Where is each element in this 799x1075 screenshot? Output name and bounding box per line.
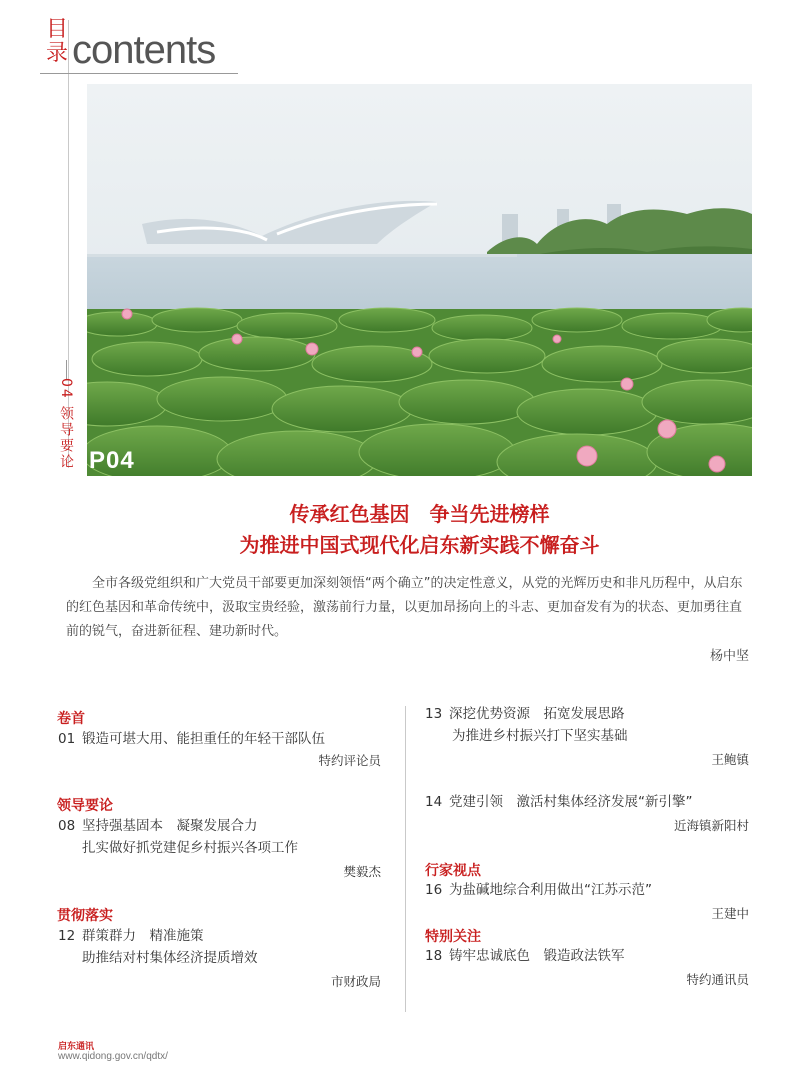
toc-entry[interactable] [58, 925, 204, 947]
toc-entry[interactable] [425, 791, 693, 813]
toc-entry-subtitle: 扎实做好抓党建促乡村振兴各项工作 [82, 840, 298, 856]
feature-summary: 全市各级党组织和广大党员干部要更加深刻领悟“两个确立”的决定性意义，从党的光辉历史和非凡历程中，从启东的红色基因和革命传统中，汲取宝贵经验，激荡前行力量，以更加昂扬向上的斗志、更加奋发有为的状态、更加勇往直前的锐气，奋进新征程、建功新时代。 [66, 576, 743, 639]
header-title-cn: 目录 [46, 17, 69, 66]
toc-page-number: 12 [58, 928, 76, 944]
column-divider [405, 706, 406, 1012]
toc-section-heading: 特别关注 [425, 929, 481, 945]
toc-entry[interactable] [58, 728, 325, 750]
toc-entry-author: 市财政局 [330, 974, 381, 989]
feature-author: 杨中坚 [709, 649, 749, 664]
toc-page-number: 14 [425, 794, 443, 810]
header-underline [40, 73, 238, 74]
lotus-lake-illustration [87, 84, 752, 476]
toc-section-heading: 领导要论 [57, 798, 113, 814]
toc-entry-author: 王建中 [711, 906, 749, 921]
toc-entry-author: 近海镇新阳村 [673, 818, 749, 833]
toc-entry-author: 特约评论员 [318, 753, 381, 768]
side-section-label: 04 领导要论 [58, 378, 74, 471]
toc-entry-author: 樊毅杰 [343, 864, 381, 879]
toc-entry-author: 王鲍镇 [711, 752, 749, 767]
toc-entry-title: 党建引领 激活村集体经济发展“新引擎” [449, 794, 693, 810]
toc-page-number: 08 [58, 818, 76, 834]
toc-entry-subtitle: 助推结对村集体经济提质增效 [82, 950, 258, 966]
feature-title-line1: 传承红色基因 争当先进榜样 [289, 502, 550, 526]
toc-entry[interactable] [425, 879, 652, 901]
toc-section-heading: 贯彻落实 [57, 908, 113, 924]
toc-entry-title: 铸牢忠诚底色 锻造政法铁军 [449, 948, 625, 964]
page-number-tag: P04 [89, 447, 135, 474]
side-label-rule [66, 360, 67, 380]
toc-entry[interactable] [58, 815, 258, 837]
toc-entry-title: 为盐碱地综合利用做出“江苏示范” [449, 882, 652, 898]
hero-photo [87, 84, 752, 476]
toc-section-heading: 行家视点 [425, 863, 481, 879]
toc-entry[interactable] [425, 945, 625, 967]
toc-entry[interactable] [425, 703, 625, 725]
toc-entry-subtitle: 为推进乡村振兴打下坚实基础 [452, 728, 628, 744]
toc-page-number: 01 [58, 731, 76, 747]
header-title-en: contents [72, 28, 216, 72]
toc-entry-title: 深挖优势资源 拓宽发展思路 [449, 706, 625, 722]
toc-page-number: 18 [425, 948, 443, 964]
toc-section-heading: 卷首 [57, 711, 85, 727]
toc-page-number: 13 [425, 706, 443, 722]
toc-entry-author: 特约通讯员 [686, 972, 749, 987]
toc-entry-title: 锻造可堪大用、能担重任的年轻干部队伍 [82, 731, 325, 747]
feature-title-line2: 为推进中国式现代化启东新实践不懈奋斗 [239, 533, 600, 557]
footer-url[interactable]: www.qidong.gov.cn/qdtx/ [58, 1051, 168, 1062]
toc-entry-title: 坚持强基固本 凝聚发展合力 [82, 818, 258, 834]
toc-entry-title: 群策群力 精准施策 [82, 928, 204, 944]
footer-magazine-name: 启东通讯 [58, 1042, 95, 1052]
toc-page-number: 16 [425, 882, 443, 898]
